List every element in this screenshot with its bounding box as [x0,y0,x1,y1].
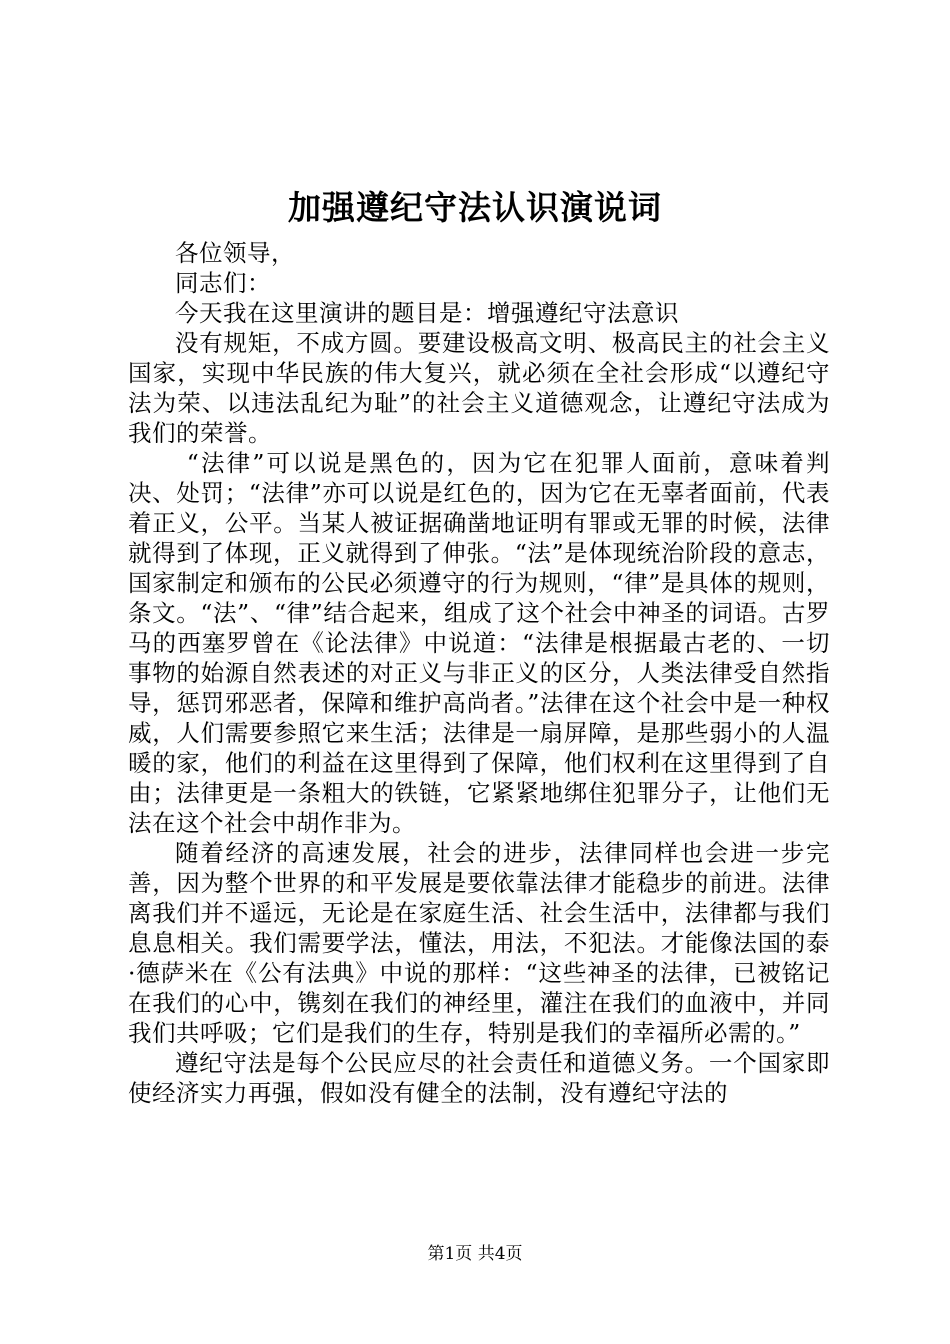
paragraph-civic-duty: 遵纪守法是每个公民应尽的社会责任和道德义务。一个国家即使经济实力再强，假如没有健全的法制，没有遵纪守法的 [128,1049,830,1107]
page-number-footer: 第1页 共4页 [427,1244,523,1264]
paragraph-rules: 没有规矩，不成方圆。要建设极高文明、极高民主的社会主义国家，实现中华民族的伟大复兴，就必须在全社会形成“以遵纪守法为荣、以违法乱纪为耻”的社会主义道德观念，让遵纪守法成为我们的荣誉。 [128,329,830,447]
speech-topic: 今天我在这里演讲的题目是：增强遵纪守法意识 [175,299,679,327]
paragraph-law-meaning: “法律”可以说是黑色的，因为它在犯罪人面前，意味着判决、处罚；“法律”亦可以说是红色的，因为它在无辜者面前，代表着正义，公平。当某人被证据确凿地证明有罪或无罪的时候，法律就得到了体现，正义就得到了伸张。“法”是体现统治阶段的意志，国家制定和颁布的公民必须遵守的行为规则，“律”是具体的规则，条文。“法”、“律”结合起来，组成了这个社会中神圣的词语。古罗马的西塞罗曾在《论法律》中说道：“法律是根据最古老的、一切事物的始源自然表述的对正义与非正义的区分，人类法律受自然指导，惩罚邪恶者，保障和维护高尚者。”法律在这个社会中是一种权威，人们需要参照它来生活；法律是一扇屏障，是那些弱小的人温暖的家，他们的利益在这里得到了保障，他们权利在这里得到了自由；法律更是一条粗大的铁链，它紧紧地绑住犯罪分子，让他们无法在这个社会中胡作非为。 [128,449,830,837]
salutation-comrades: 同志们： [175,269,271,297]
paragraph-law-development: 随着经济的高速发展，社会的进步，法律同样也会进一步完善，因为整个世界的和平发展是要依靠法律才能稳步的前进。法律离我们并不遥远，无论是在家庭生活、社会生活中，法律都与我们息息相关。我们需要学法，懂法，用法，不犯法。才能像法国的泰·德萨米在《公有法典》中说的那样：“这些神圣的法律，已被铭记在我们的心中，镌刻在我们的神经里，灌注在我们的血液中，并同我们共呼吸；它们是我们的生存，特别是我们的幸福所必需的。” [128,839,830,1047]
document-body [128,238,830,1108]
document-title: 加强遵纪守法认识演说词 [288,188,662,227]
salutation-leaders: 各位领导， [175,239,295,267]
